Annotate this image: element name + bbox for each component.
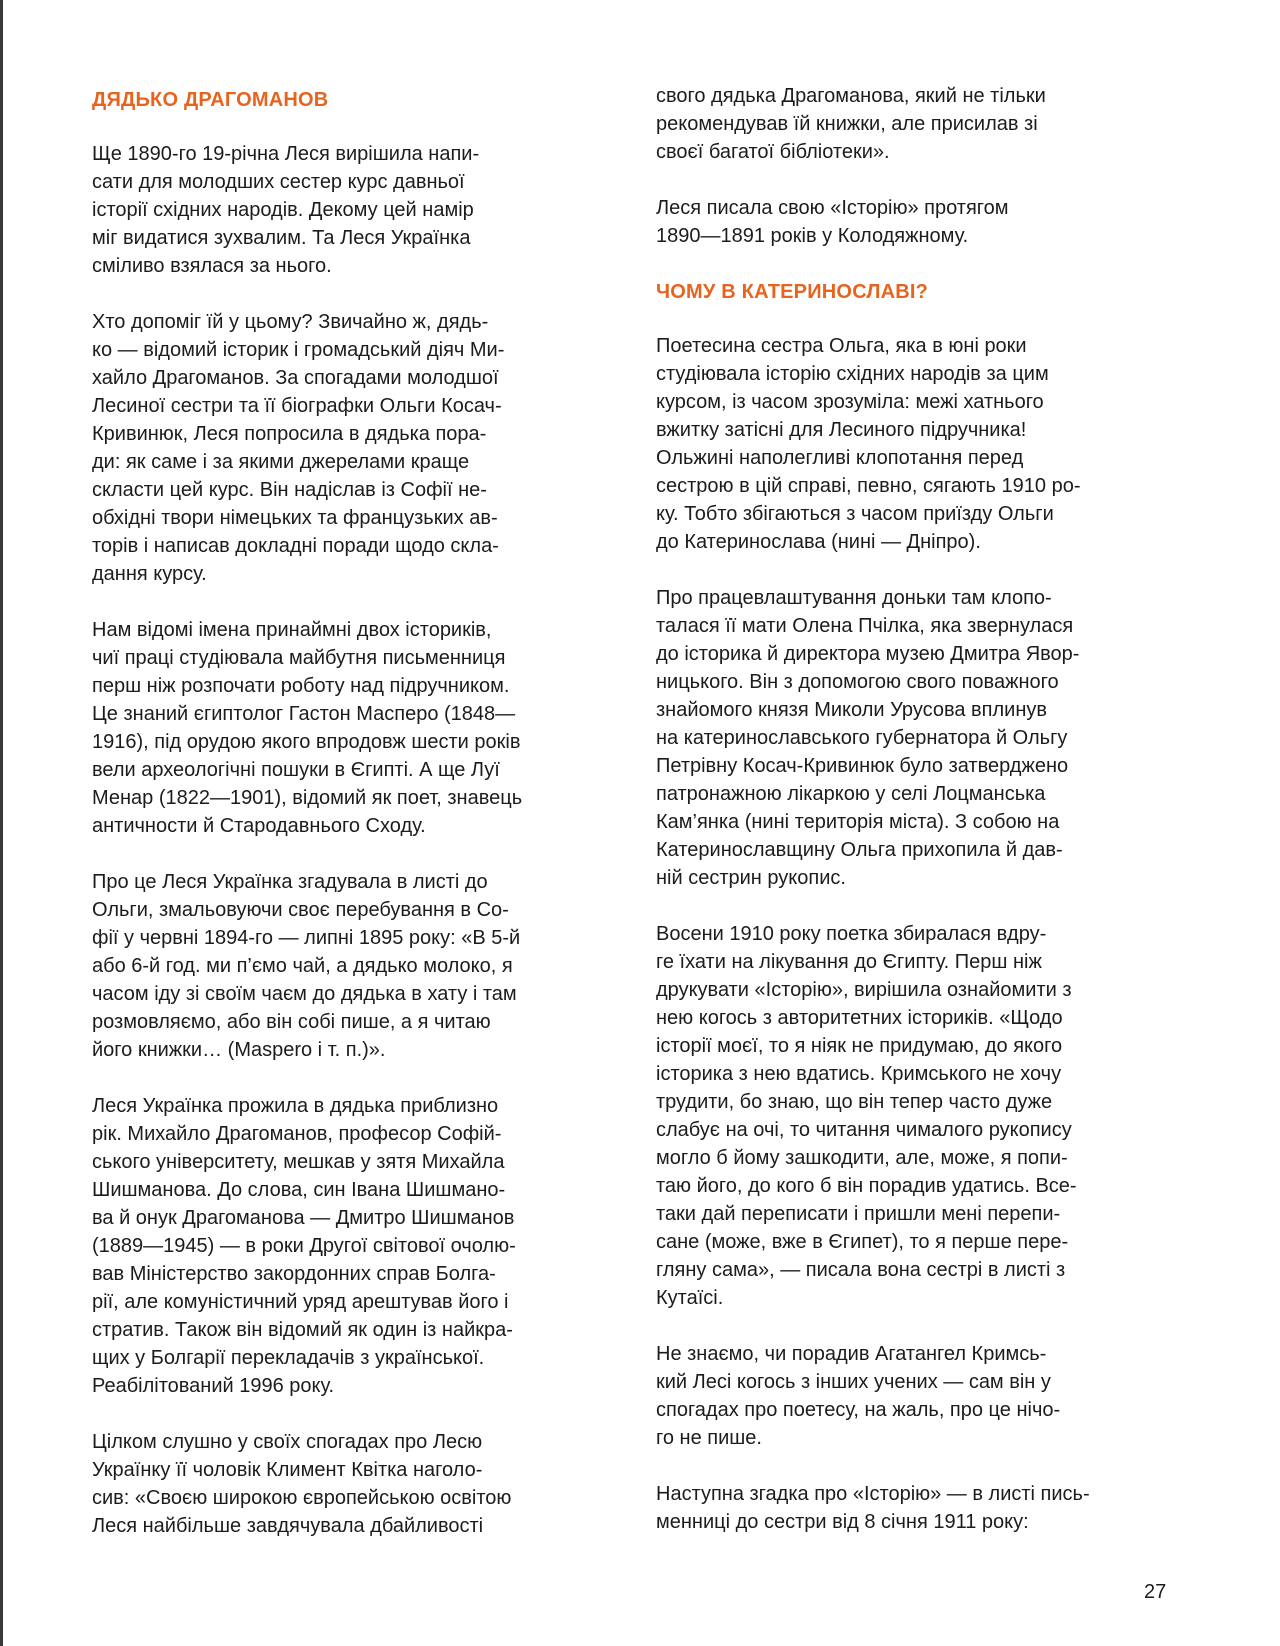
paragraph: Цілком слушно у своїх спогадах про Лесю Українку її чоловік Климент Квітка наголо- сив: «Своєю широкою європейською освітою Леся найбільше завдячувала дбайливості xyxy=(92,1431,512,1537)
section-heading-dragomanov: ДЯДЬКО ДРАГОМАНОВ xyxy=(92,89,329,111)
paragraph: Нам відомі імена принаймні двох істориків, чиї праці студіювала майбутня письменниця перш ніж розпочати роботу над підручником. Це знаний єгиптолог Гастон Масперо (1848— 1916), під орудою якого впродовж шести років вели археологічні пошуки в Єгипті. А ще Луї Менар (1822—1901), відомий як поет, знавець античности й Стародавнього Сходу. xyxy=(92,619,523,837)
paragraph: Не знаємо, чи порадив Агатангел Кримсь- кий Лесі когось з інших учених — сам він у спогадах про поетесу, на жаль, про це нічо- го не пише. xyxy=(656,1343,1061,1449)
paragraph: Про це Леся Українка згадувала в листі до Ольги, змальовуючи своє перебування в Со- фії у червні 1894-го — липні 1895 року: «В 5-й або 6-й год. ми п’ємо чай, а дядько молоко, я часом іду зі своїм чаєм до дядька в хату і там розмовляємо, або він собі пише, а я читаю його книжки… (Maspero і т. п.)». xyxy=(92,871,521,1061)
page-edge-line xyxy=(0,0,3,1646)
paragraph: Ще 1890-го 19-річна Леся вирішила напи- сати для молодших сестер курс давньої історії східних народів. Декому цей намір міг видатися зухвалим. Та Леся Українка сміливо взялася за нього. xyxy=(92,143,480,277)
paragraph: Леся Українка прожила в дядька приблизно рік. Михайло Драгоманов, професор Софій- ського університету, мешкав у зятя Михайла Шишманова. До слова, син Івана Шишмано- ва й онук Драгоманова — Дмитро Шишманов (1889—1945) — в роки Другої світової очолю- вав Міністерство закордонних справ Болга- рії, але комуністичний уряд арештував його і стратив. Також він відомий як один із найкра- щих у Болгарії перекладачів з української. Реабілітований 1996 року. xyxy=(92,1095,516,1397)
right-column xyxy=(656,82,1126,1564)
paragraph: Хто допоміг їй у цьому? Звичайно ж, дядь- ко — відомий історик і громадський діяч Ми- хайло Драгоманов. За спогадами молодшої Лесиної сестри та її біографки Ольги Косач- Кривинюк, Леся попросила в дядька пора- ди: як саме і за якими джерелами краще скласти цей курс. Він надіслав із Софії не- обхідні твори німецьких та французьких ав- торів і написав докладні поради щодо скла- дання курсу. xyxy=(92,311,505,585)
paragraph: Восени 1910 року поетка збиралася вдру- ге їхати на лікування до Єгипту. Перш ніж друкувати «Історію», вирішила ознайомити з нею когось з авторитетних істориків. «Щодо історії моєї, то я ніяк не придумаю, до якого історика з нею вдатись. Кримського не хочу трудити, бо знаю, що він тепер часто дуже слабує на очі, то читання чималого рукопису могло б йому зашкодити, але, може, я попи- таю його, до кого б він порадив удатись. Все- таки дай переписати і пришли мені перепи- сане (може, вже в Єгипет), то я перше пере- гляну сама», — писала вона сестрі в листі з Кутаїсі. xyxy=(656,923,1077,1309)
left-column xyxy=(92,82,562,1568)
paragraph: Про працевлаштування доньки там клопо- талася її мати Олена Пчілка, яка звернулася до історика й директора музею Дмитра Явор- ницького. Він з допомогою свого поважного знайомого князя Миколи Урусова вплинув на катеринославського губернатора й Ольгу Петрівну Косач-Кривинюк було затверджено патронажною лікаркою у селі Лоцманська Кам’янка (нині територія міста). З собою на Катеринославщину Ольга прихопила й дав- ній сестрин рукопис. xyxy=(656,587,1080,889)
paragraph: свого дядька Драгоманова, який не тільки рекомендував їй книжки, але присилав зі своєї багатої бібліотеки». xyxy=(656,85,1046,163)
paragraph: Наступна згадка про «Історію» — в листі пись- менниці до сестри від 8 січня 1911 року: xyxy=(656,1483,1090,1533)
paragraph: Леся писала свою «Історію» протягом 1890—1891 років у Колодяжному. xyxy=(656,197,1009,247)
section-heading-katerynoslav: ЧОМУ В КАТЕРИНОСЛАВІ? xyxy=(656,281,929,303)
page-number: 27 xyxy=(1144,1581,1167,1603)
paragraph: Поетесина сестра Ольга, яка в юні роки студіювала історію східних народів за цим курсом, із часом зрозуміла: межі хатнього вжитку затісні для Лесиного підручника! Ольжині наполегливі клопотання перед сестрою в цій справі, певно, сягають 1910 ро- ку. Тобто збігаються з часом приїзду Ольги до Катеринослава (нині — Дніпро). xyxy=(656,335,1081,553)
